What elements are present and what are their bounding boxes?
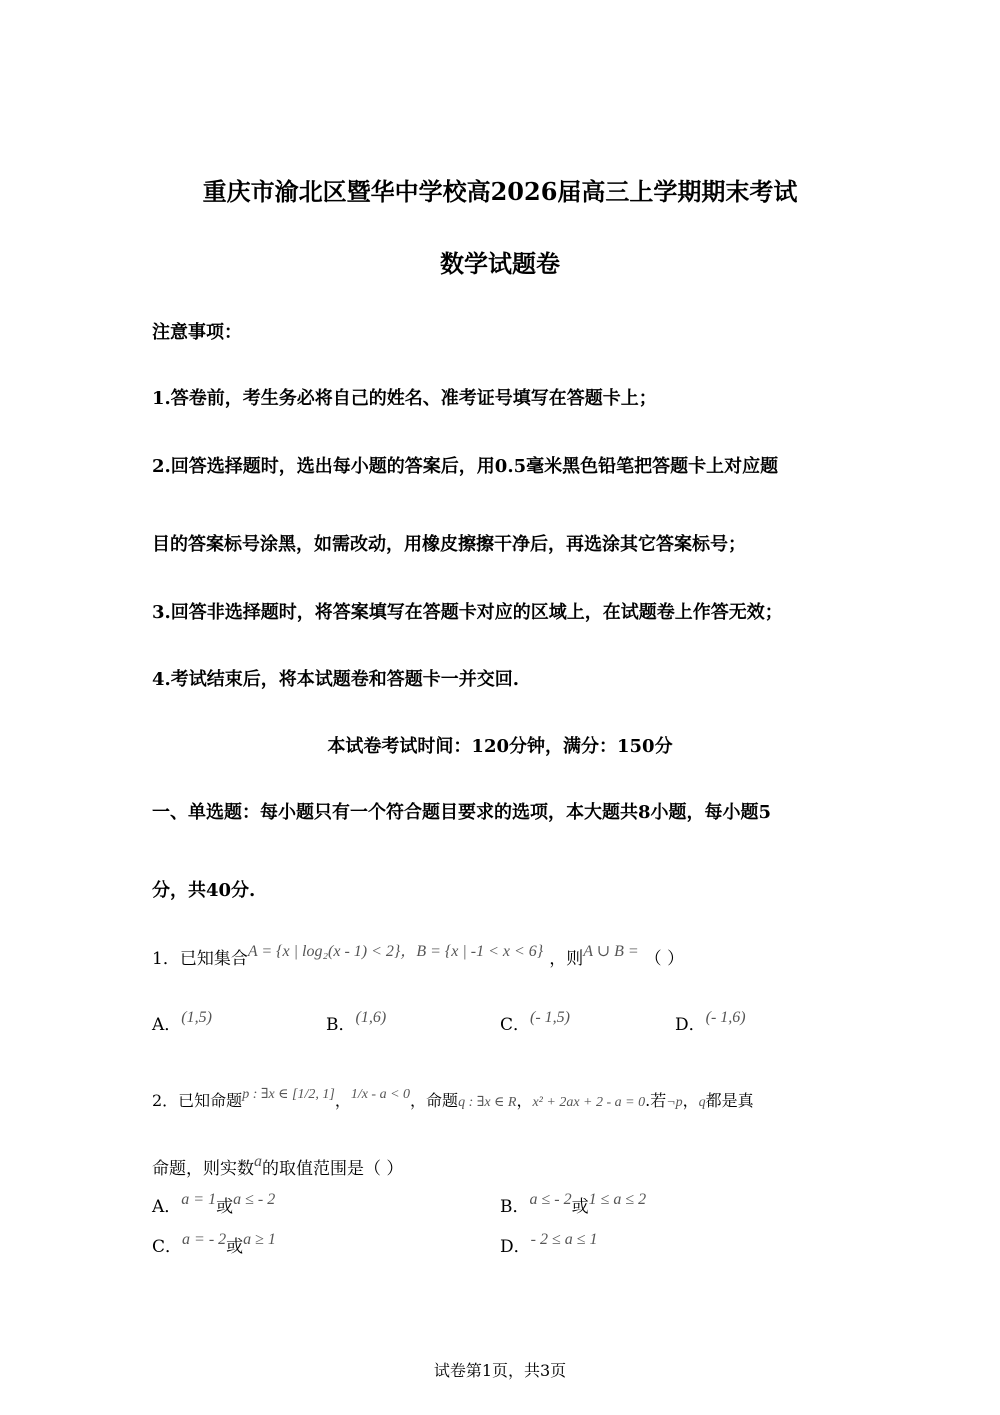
q2-q: q [698, 1095, 706, 1110]
q2-option-d [500, 1232, 598, 1257]
q2-equation-q: x² + 2ax + 2 - a = 0 [532, 1095, 646, 1110]
q1-option-c-value: (- 1,5) [530, 1009, 570, 1026]
q1-paren: （ ） [644, 949, 685, 969]
q2-option-b-m2: 1 ≤ a ≤ 2 [588, 1191, 647, 1208]
q2-option-d-label: D． [500, 1237, 531, 1257]
question-1 [152, 944, 684, 969]
q1-option-b-label: B． [326, 1015, 356, 1035]
q2-option-a-or: 或 [216, 1197, 234, 1217]
q2-option-a-label: A． [152, 1197, 182, 1217]
page-footer: 试卷第1页，共3页 [433, 1361, 567, 1380]
q2-option-c-m2: a ≥ 1 [243, 1231, 276, 1248]
notice-item-1: 1.答卷前，考生务必将自己的姓名、准考证号填写在答题卡上； [152, 388, 657, 409]
section-heading-line2: 分，共40分. [152, 880, 256, 901]
q1-option-a-value: (1,5) [181, 1009, 212, 1026]
q2-line2-a: 命题，则实数 [152, 1159, 254, 1179]
q1-middle: ，则 [549, 949, 584, 969]
q2-inequality-p: 1/x - a < 0 [350, 1087, 411, 1102]
q2-option-c-label: C． [152, 1237, 183, 1257]
q2-option-a [152, 1192, 275, 1217]
q1-option-c-label: C． [500, 1015, 531, 1035]
q1-union: A ∪ B = [583, 943, 639, 960]
question-2 [152, 1088, 754, 1111]
q1-option-b-value: (1,6) [355, 1009, 387, 1026]
notice-item-2: 2.回答选择题时，选出每小题的答案后，用0.5毫米黑色铅笔把答题卡上对应题 [152, 456, 779, 477]
q2-option-c-m1: a = - 2 [182, 1231, 227, 1248]
q2-option-c [152, 1232, 276, 1257]
q2-text-3: .若 [645, 1091, 667, 1110]
q2-not-p: ¬p [666, 1095, 683, 1110]
q1-comma: ， [400, 943, 417, 960]
q2-proposition-q: q : ∃x ∈ R [458, 1095, 517, 1110]
q1-prefix: 1．已知集合 [152, 949, 248, 969]
q2-option-a-m1: a = 1 [181, 1191, 217, 1208]
q2-option-d-m1: - 2 ≤ a ≤ 1 [530, 1231, 598, 1248]
q1-set-a: A = {x | log₂(x - 1) < 2} [247, 943, 401, 960]
notice-heading: 注意事项： [152, 322, 242, 343]
q2-text-4: 都是真 [705, 1091, 754, 1110]
q2-line2-var: a [254, 1153, 262, 1170]
exam-subtitle: 数学试题卷 [440, 249, 560, 278]
q2-text-2: ，命题 [410, 1091, 459, 1110]
q1-option-a-label: A． [152, 1015, 182, 1035]
section-heading-line1: 一、单选题：每小题只有一个符合题目要求的选项，本大题共8小题，每小题5 [152, 802, 772, 823]
q2-comma-3: ， [682, 1091, 699, 1110]
q2-option-b-m1: a ≤ - 2 [529, 1191, 572, 1208]
exam-title: 重庆市渝北区暨华中学校高2026届高三上学期期末考试 [202, 177, 798, 206]
q2-option-b-or: 或 [571, 1197, 589, 1217]
notice-item-3: 3.回答非选择题时，将答案填写在答题卡对应的区域上，在试题卷上作答无效； [152, 602, 783, 623]
q2-line-2 [152, 1154, 403, 1179]
q1-option-d-value: (- 1,6) [705, 1009, 746, 1026]
q2-proposition-p: p : ∃x ∈ [1/2, 1] [242, 1087, 335, 1102]
q1-option-c [500, 1010, 570, 1035]
q2-option-b-label: B． [500, 1197, 530, 1217]
q2-option-b [500, 1192, 646, 1217]
q2-comma-1: ， [334, 1091, 351, 1110]
q2-line2-b: 的取值范围是（ ） [262, 1159, 404, 1179]
q1-option-d [675, 1010, 746, 1035]
q2-option-a-m2: a ≤ - 2 [233, 1191, 276, 1208]
q1-set-b: B = {x | -1 < x < 6} [416, 943, 544, 960]
exam-info: 本试卷考试时间：120分钟，满分：150分 [327, 736, 673, 757]
q2-option-c-or: 或 [226, 1237, 244, 1257]
notice-item-4: 4.考试结束后，将本试题卷和答题卡一并交回. [152, 669, 520, 690]
notice-item-2-cont: 目的答案标号涂黑，如需改动，用橡皮擦擦干净后，再选涂其它答案标号； [152, 534, 746, 555]
q1-option-d-label: D． [675, 1015, 706, 1035]
q1-option-b [326, 1010, 386, 1035]
q1-option-a [152, 1010, 212, 1035]
q2-prefix: 2．已知命题 [152, 1091, 243, 1110]
q2-comma-2: ， [516, 1091, 533, 1110]
